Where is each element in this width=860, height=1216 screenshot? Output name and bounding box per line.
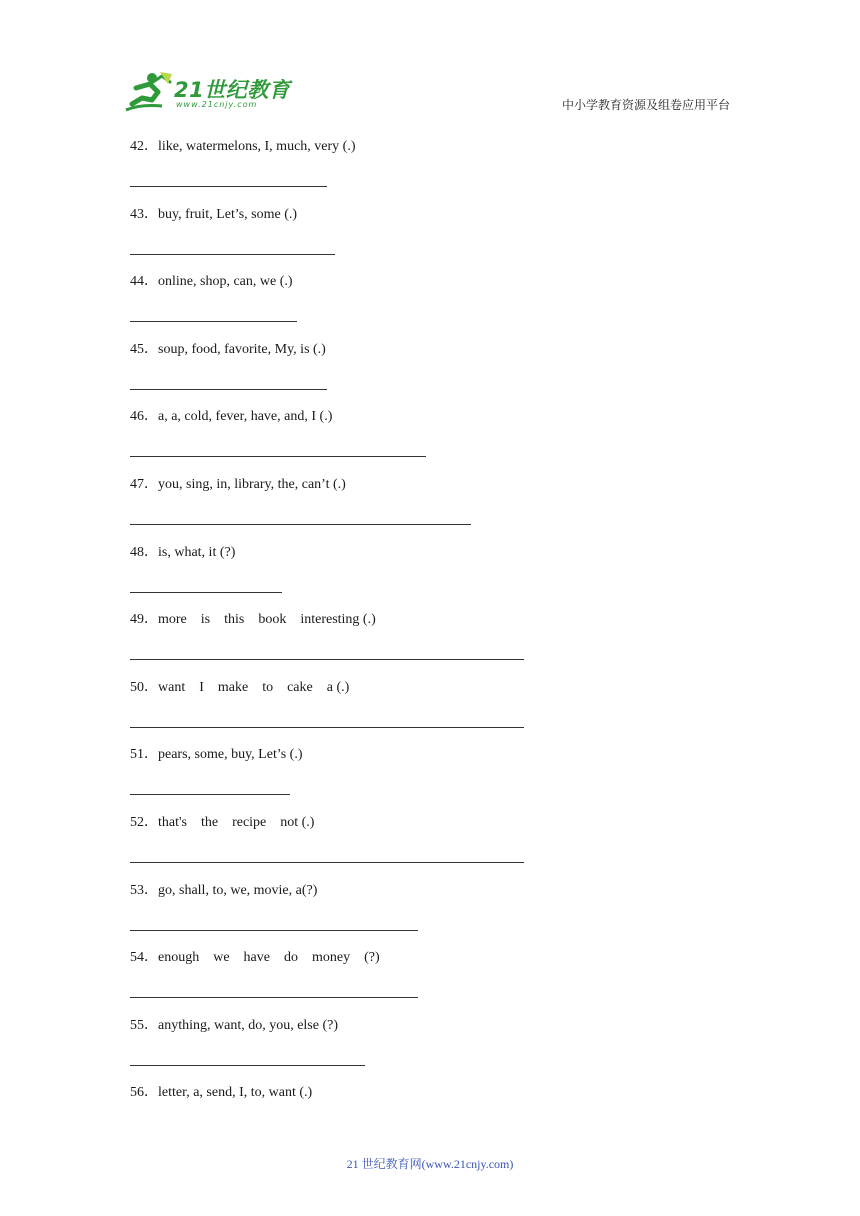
question-prompt: 49．more is this book interesting (.): [130, 612, 376, 628]
answer-line[interactable]: [130, 321, 297, 322]
answer-line[interactable]: [130, 659, 524, 660]
question-prompt: 47．you, sing, in, library, the, can’t (.): [130, 477, 346, 492]
logo: [122, 70, 292, 116]
question-prompt: 50．want I make to cake a (.): [130, 679, 350, 695]
footer: 21 世纪教育网(www.21cnjy.com): [346, 1157, 514, 1171]
question-prompt: 54．enough we have do money (?): [130, 950, 380, 966]
answer-line[interactable]: [130, 254, 335, 255]
answer-line[interactable]: [130, 997, 418, 998]
page-header: [0, 0, 860, 125]
answer-line[interactable]: [130, 794, 290, 795]
question-prompt: 46．a, a, cold, fever, have, and, I (.): [130, 409, 333, 425]
question-prompt: 52．that's the recipe not (.): [130, 815, 315, 830]
answer-line[interactable]: [130, 727, 524, 728]
logo-text: 21世纪教育: [174, 78, 291, 102]
question-prompt: 42．like, watermelons, I, much, very (.): [130, 139, 356, 154]
question-prompt: 43．buy, fruit, Let’s, some (.): [130, 206, 298, 222]
question-prompt: 44．online, shop, can, we (.): [130, 274, 293, 290]
question-prompt: 48．is, what, it (?): [130, 544, 236, 560]
runner-logo-icon: [122, 70, 174, 116]
answer-line[interactable]: [130, 1065, 365, 1066]
question-prompt: 56．letter, a, send, I, to, want (.): [130, 1085, 313, 1101]
question-prompt: 55．anything, want, do, you, else (?): [130, 1017, 339, 1033]
logo-url: www.21cnjy.com: [176, 100, 258, 109]
answer-line[interactable]: [130, 456, 426, 457]
answer-line[interactable]: [130, 930, 418, 931]
header-tagline: 中小学教育资源及组卷应用平台: [561, 98, 730, 112]
question-prompt: 51．pears, some, buy, Let’s (.): [130, 747, 303, 763]
answer-line[interactable]: [130, 592, 282, 593]
question-prompt: 45．soup, food, favorite, My, is (.): [130, 341, 326, 357]
answer-line[interactable]: [130, 524, 471, 525]
answer-line[interactable]: [130, 186, 327, 187]
answer-line[interactable]: [130, 862, 524, 863]
question-prompt: 53．go, shall, to, we, movie, a(?): [130, 882, 318, 898]
answer-line[interactable]: [130, 389, 327, 390]
